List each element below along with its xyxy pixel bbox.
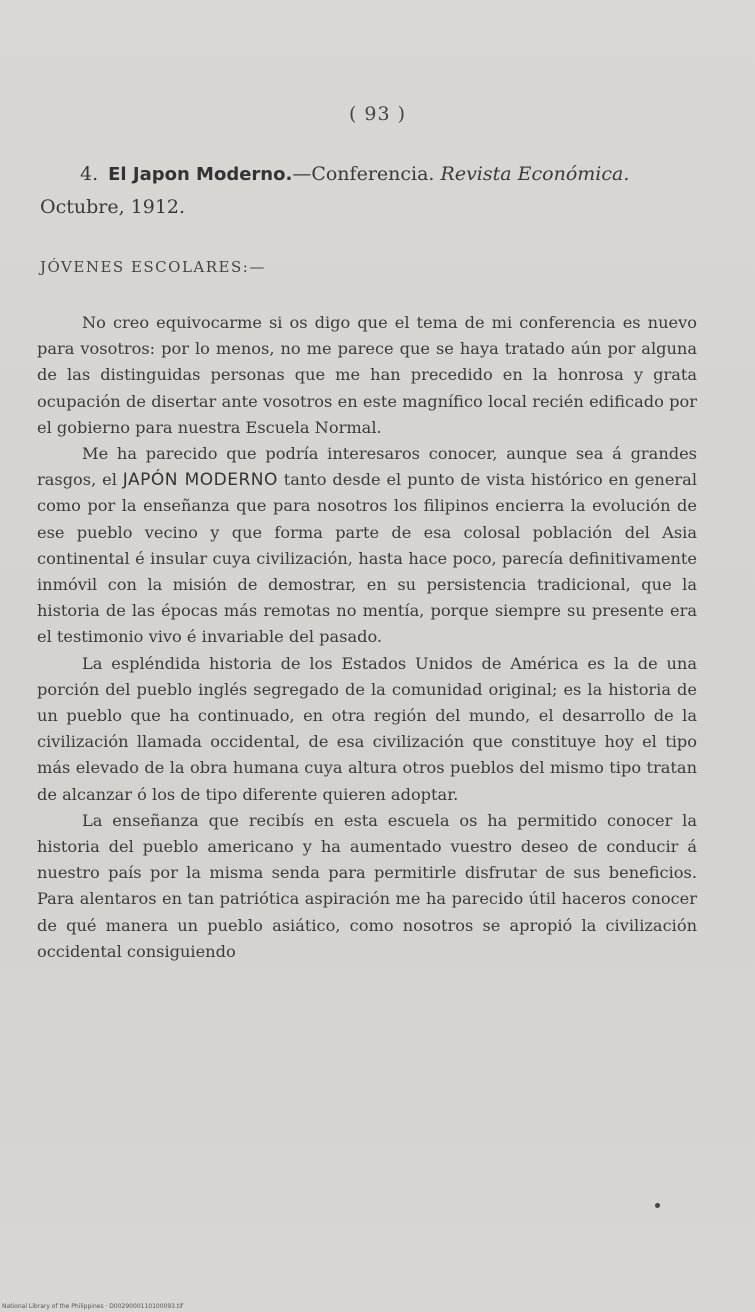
paragraph-1: No creo equivocarme si os digo que el tema de mi conferencia es nuevo para vosotros: por lo menos, no me parece que se haya tratado aún por alguna de las distinguidas personas que me han precedido en la honrosa y grata ocupación de disertar ante vosotros en este magnífico local recién edificado por el gobierno para nuestra Escuela Normal. — [37, 313, 697, 437]
scan-footer: National Library of the Philippines · D0029000110100093.tif — [2, 1303, 184, 1310]
entry-journal: Revista Económica. — [440, 163, 630, 185]
paragraph-3: La espléndida historia de los Estados Unidos de América es la de una porción del pueblo inglés segregado de la comunidad original; es la historia de un pueblo que ha continuado, en otra región del mundo, el desarrollo de la civilización llamada occidental, de esa civilización que constituye hoy el tipo más elevado de la obra humana cuya altura otros pueblos del mismo tipo tratan de alcanzar ó los de tipo diferente quieren adoptar. — [37, 653, 697, 804]
paragraph-2-before: Me ha parecido que podría interesaros conocer, aunque sea á grandes rasgos, el — [37, 444, 697, 490]
entry-date: Octubre, 1912. — [40, 196, 186, 218]
entry-number: 4. — [80, 163, 99, 185]
body-text — [37, 310, 697, 965]
entry-type: —Conferencia. — [292, 163, 435, 185]
entry-title: El Japon Moderno. — [108, 164, 293, 185]
paragraph-4: La enseñanza que recibís en esta escuela os ha permitido conocer la historia del pueblo americano y ha aumentado vuestro deseo de conducir á nuestro país por la misma senda para permitirle disfrutar de sus beneficios. Para alentaros en tan patriótica aspiración me ha parecido útil haceros conocer de qué manera un pueblo asiático, como nosotros se apropió la civilización occidental consiguiendo — [37, 810, 697, 961]
paragraph-2-after: tanto desde el punto de vista histórico en general como por la enseñanza que para nosotros los filipinos encierra la evolución de ese pueblo vecino y que forma parte de esa colosal población del Asia continental é insular cuya civilización, hasta hace poco, parecía definitivamente inmóvil con la misión de demostrar, en su persistencia tradicional, que la historia de las épocas más remotas no mentía, porque siempre su presente era el testimonio vivo é invariable del pasado. — [37, 470, 698, 647]
paragraph-2-emphasis: JAPÓN MODERNO — [122, 470, 278, 491]
entry-heading — [40, 158, 705, 223]
page-number: ( 93 ) — [348, 103, 407, 125]
salutation: JÓVENES ESCOLARES:— — [40, 258, 266, 276]
ink-mark — [655, 1203, 660, 1208]
paragraph-2 — [37, 441, 697, 651]
